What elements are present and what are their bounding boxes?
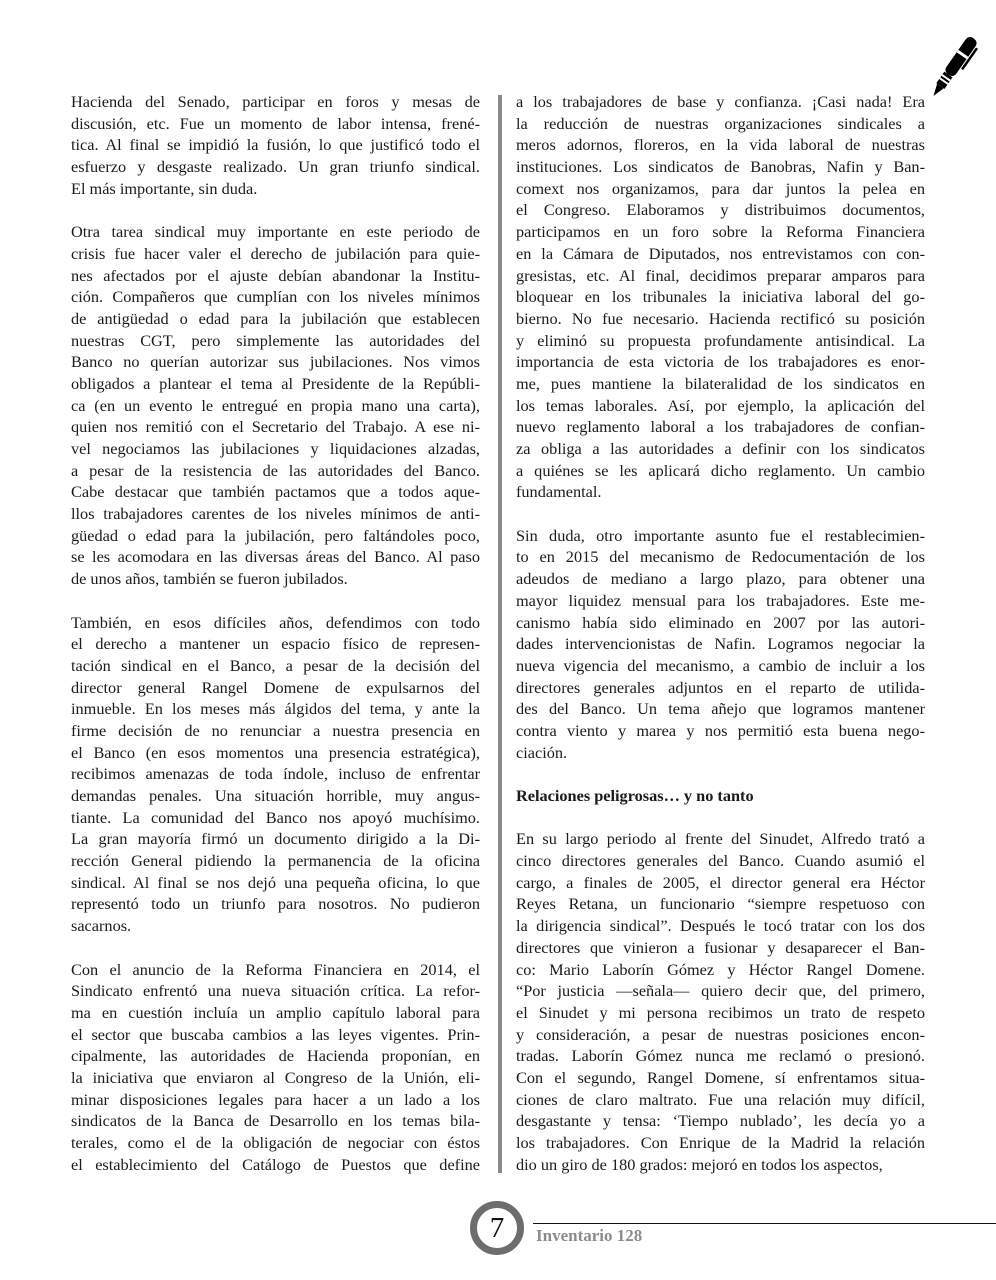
text-line: gresistas, etc. Al final, decidimos preparar amparos para	[516, 265, 925, 285]
paragraph	[71, 91, 480, 199]
text-line: Otra tarea sindical muy importante en este periodo de	[71, 222, 480, 242]
right-column	[516, 91, 925, 1197]
text-line: También, en esos difíciles años, defendimos con todo	[71, 612, 480, 632]
text-line: el Banco (en esos momentos una presencia estratégica),	[71, 742, 480, 762]
text-line: los trabajadores. Con Enrique de la Madrid la relación	[516, 1133, 925, 1152]
text-line: mayor liquidez mensual para los trabajadores. Este me-	[516, 590, 925, 610]
text-line: cargo, a finales de 2005, el director general era Héctor	[516, 872, 925, 892]
text-line: Con el segundo, Rangel Domene, sí enfrentamos situa-	[516, 1067, 925, 1087]
text-line: güedad o edad para la jubilación, pero faltándoles poco,	[71, 525, 480, 545]
text-line: el sector que buscaba cambios a las leyes vigentes. Prin-	[71, 1024, 480, 1044]
text-line: importancia de esta victoria de los trabajadores es enor-	[516, 352, 925, 372]
left-column	[71, 91, 480, 1197]
text-line: y eliminó su propuesta profundamente antisindical. La	[516, 330, 925, 350]
text-line: el derecho a mantener un espacio físico de represen-	[71, 634, 480, 654]
text-line: a pesar de la resistencia de las autoridades del Banco.	[71, 460, 480, 480]
text-line: nuevo reglamento laboral a los trabajadores de confian-	[516, 417, 925, 437]
text-line: nes afectados por el ajuste debían abandonar la Institu-	[71, 265, 480, 285]
text-line: canismo había sido eliminado en 2007 por las autori-	[516, 612, 925, 632]
text-line: En su largo periodo al frente del Sinudet, Alfredo trató a	[516, 829, 925, 849]
text-line: Banco no querían autorizar sus jubilaciones. Nos vimos	[71, 352, 480, 372]
text-line: Con el anuncio de la Reforma Financiera en 2014, el	[71, 959, 480, 979]
text-line: tradas. Laborín Gómez nunca me reclamó o presionó.	[516, 1046, 925, 1066]
text-line: ciones de claro maltrato. Fue una relación muy difícil,	[516, 1089, 925, 1109]
text-line: terales, como el de la obligación de negociar con éstos	[71, 1133, 480, 1152]
text-line: inmueble. En los meses más álgidos del tema, y ante la	[71, 699, 480, 719]
text-line: el establecimiento del Catálogo de Puestos que define	[71, 1154, 480, 1174]
text-line: contra viento y marea y nos permitió esta buena nego-	[516, 720, 925, 740]
text-line: llos trabajadores carentes de los niveles mínimos de anti-	[71, 504, 480, 524]
text-line: tica. Al final se impidió la fusión, lo que justificó todo el	[71, 135, 480, 155]
text-line: adeudos de mediano a largo plazo, para obtener una	[516, 569, 925, 589]
text-line: sindicatos de la Banca de Desarrollo en los temas bila-	[71, 1111, 480, 1131]
footer-rule	[533, 1223, 996, 1224]
text-line: demandas penales. Una situación horrible, muy angus-	[71, 786, 480, 805]
text-line: firme decisión de no renunciar a nuestra presencia en	[71, 720, 480, 740]
text-line: rección General pidiendo la permanencia de la oficina	[71, 851, 480, 871]
page-number: 7	[489, 1211, 505, 1244]
text-line: ca (en un evento le entregué en propia mano una carta),	[71, 395, 480, 415]
text-line: bierno. No fue necesario. Hacienda rectificó su posición	[516, 308, 925, 328]
text-line: co: Mario Laborín Gómez y Héctor Rangel Domene.	[516, 959, 925, 979]
text-line: a los trabajadores de base y confianza. ¡Casi nada! Era	[516, 92, 925, 111]
text-line: vel negociamos las jubilaciones y liquidaciones alzadas,	[71, 439, 480, 458]
text-line: Sindicato enfrentó una nueva situación crítica. La refor-	[71, 981, 480, 1001]
text-line: sacarnos.	[71, 916, 132, 936]
text-line: de unos años, también se fueron jubilados.	[71, 569, 348, 589]
paragraph	[516, 525, 925, 764]
page-number-badge	[470, 1201, 524, 1255]
text-line: crisis fue hacer valer el derecho de jubilación para quie-	[71, 243, 480, 263]
text-line: El más importante, sin duda.	[71, 178, 258, 198]
text-line: el Sinudet y mi persona recibimos un trato de respeto	[516, 1002, 925, 1022]
text-line: La gran mayoría firmó un documento dirigido a la Di-	[71, 829, 480, 849]
text-line: nueva vigencia del mecanismo, a cambio de incluir a los	[516, 655, 925, 675]
text-line: esfuerzo y desgaste realizado. Un gran triunfo sindical.	[71, 157, 480, 177]
text-line: director general Rangel Domene de expulsarnos del	[71, 677, 480, 697]
text-line: directores que vinieron a fusionar y desaparecer el Ban-	[516, 937, 925, 957]
text-line: quien nos remitió con el Secretario del Trabajo. A ese ni-	[71, 417, 480, 437]
text-line: obligados a plantear el tema al Presidente de la Repúbli-	[71, 373, 480, 393]
text-line: de antigüedad o edad para la jubilación que establecen	[71, 308, 480, 328]
text-line: sindical. Al final se nos dejó una pequeña oficina, lo que	[71, 872, 480, 892]
text-line: nuestras CGT, pero simplemente las autoridades del	[71, 330, 480, 350]
text-line: ciación.	[516, 742, 568, 762]
paragraph	[71, 221, 480, 590]
section-heading: Relaciones peligrosas… y no tanto	[516, 786, 754, 805]
text-line: y consideración, a pesar de nuestras posiciones encon-	[516, 1024, 925, 1044]
text-line: discusión, etc. Fue un momento de labor intensa, frené-	[71, 113, 480, 133]
text-line: a quiénes se les aplicará dicho reglamento. Un cambio	[516, 460, 925, 480]
text-line: representó todo un triunfo para nosotros. No pudieron	[71, 894, 480, 914]
text-line: recibimos amenazas de toda índole, incluso de enfrentar	[71, 764, 480, 784]
pen-icon	[918, 28, 988, 108]
text-line: ción. Compañeros que cumplían con los niveles mínimos	[71, 287, 480, 307]
text-line: cinco directores generales del Banco. Cuando asumió el	[516, 851, 925, 871]
text-line: Hacienda del Senado, participar en foros y mesas de	[71, 92, 480, 111]
text-line: bloquear en los tribunales la iniciativa laboral del go-	[516, 287, 925, 307]
text-line: tiante. La comunidad del Banco nos apoyó muchísimo.	[71, 807, 480, 827]
paragraph	[516, 91, 925, 503]
column-divider	[498, 95, 502, 1173]
text-line: se les acomodara en las diversas áreas del Banco. Al paso	[71, 547, 480, 567]
text-line: des del Banco. Un tema añejo que logramos mantener	[516, 699, 925, 719]
text-line: meros adornos, floreros, en la vida laboral de nuestras	[516, 135, 925, 155]
text-line: to en 2015 del mecanismo de Redocumentación de los	[516, 547, 925, 567]
text-line: la reducción de nuestras organizaciones sindicales a	[516, 113, 925, 133]
text-line: la iniciativa que enviaron al Congreso de la Unión, eli-	[71, 1067, 480, 1087]
text-line: el Congreso. Elaboramos y distribuimos documentos,	[516, 200, 925, 220]
text-line: los temas laborales. Así, por ejemplo, la aplicación del	[516, 395, 925, 415]
text-line: ma en cuestión incluía un amplio capítulo laboral para	[71, 1002, 480, 1022]
text-line: dades intervencionistas de Nafin. Logramos negociar la	[516, 634, 925, 654]
publication-title: Inventario 128	[536, 1226, 643, 1245]
text-line: cipalmente, las autoridades de Hacienda proponían, en	[71, 1046, 480, 1066]
text-line: “Por justicia —señala— quiero decir que, del primero,	[516, 981, 925, 1001]
paragraph	[516, 828, 925, 1175]
text-line: Sin duda, otro importante asunto fue el restablecimien-	[516, 525, 925, 545]
text-line: minar disposiciones legales para hacer a un lado a los	[71, 1089, 480, 1109]
text-line: me, pues mantiene la bilateralidad de los sindicatos en	[516, 373, 925, 393]
text-line: comext nos organizamos, para dar juntos la pelea en	[516, 178, 925, 198]
text-line: za obliga a las autoridades a definir con los sindicatos	[516, 439, 925, 458]
text-line: Reyes Retana, un funcionario “siempre respetuoso con	[516, 894, 925, 914]
text-line: desgastante y tensa: ‘Tiempo nublado’, les decía yo a	[516, 1111, 925, 1131]
text-line: Cabe destacar que también pactamos que a todos aque-	[71, 482, 480, 502]
text-line: dio un giro de 180 grados: mejoró en todos los aspectos,	[516, 1154, 883, 1174]
text-line: la dirigencia sindical”. Después le tocó tratar con los dos	[516, 916, 925, 936]
text-line: instituciones. Los sindicatos de Banobras, Nafin y Ban-	[516, 157, 925, 177]
paragraph	[71, 612, 480, 937]
text-line: participamos en un foro sobre la Reforma Financiera	[516, 222, 925, 242]
text-line: fundamental.	[516, 482, 602, 502]
text-line: tación sindical en el Banco, a pesar de la decisión del	[71, 655, 480, 675]
text-line: directores generales adjuntos en el reparto de utilida-	[516, 677, 925, 697]
paragraph	[71, 959, 480, 1176]
text-line: en la Cámara de Diputados, nos entrevistamos con con-	[516, 243, 925, 263]
